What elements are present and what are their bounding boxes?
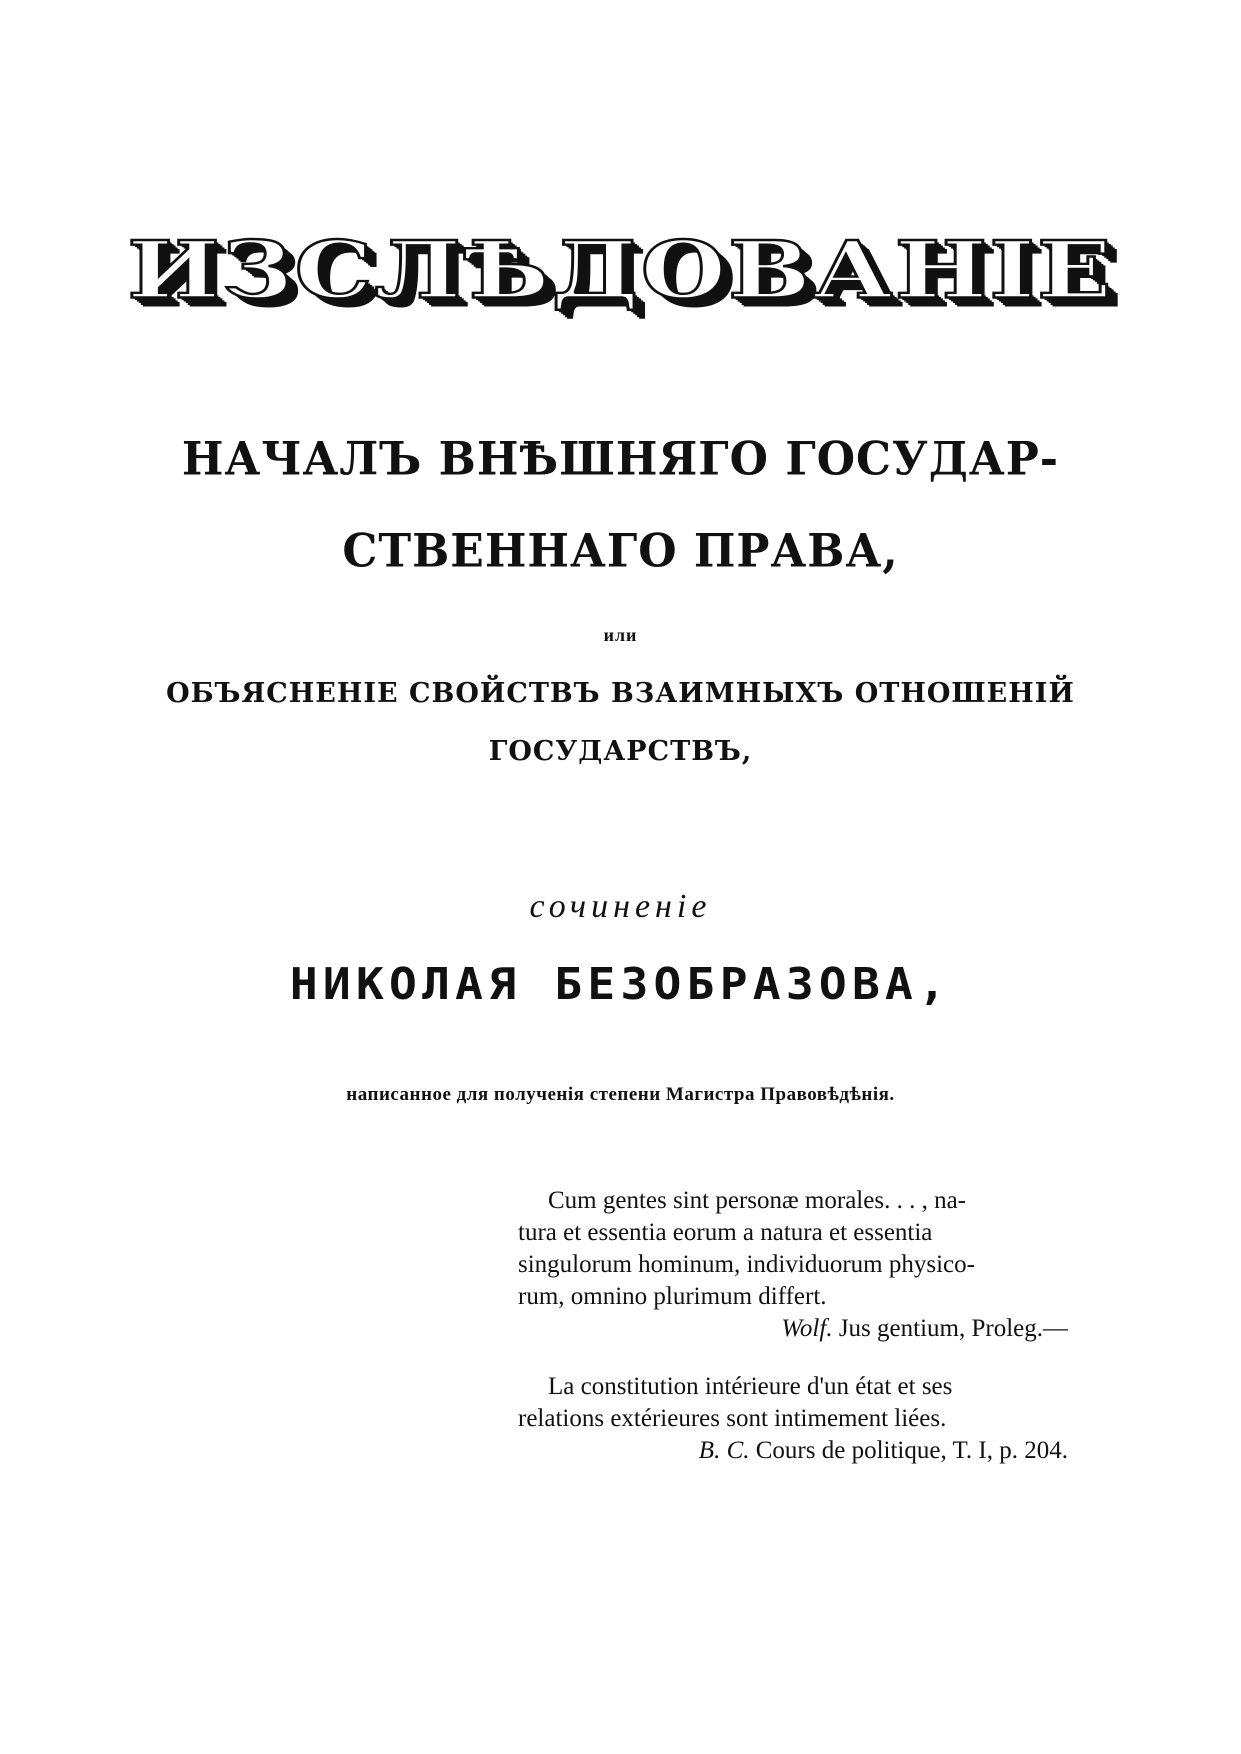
- epigraph-citation: [518, 1435, 1068, 1467]
- epigraph-line: singulorum hominum, individuorum physico-: [518, 1251, 975, 1278]
- explanation-line-2: ГОСУДАРСТВЪ,: [488, 736, 753, 767]
- epigraph-line: Cum gentes sint personæ morales. . . , na-: [548, 1187, 966, 1214]
- subtitle-line-2: СТВЕННАГО ПРАВА,: [342, 524, 899, 579]
- subtitle-line-1: НАЧАЛЪ ВНѢШНЯГО ГОСУДАР-: [181, 432, 1060, 487]
- degree-purpose: написанное для полученія степени Магистра Правовѣдѣнія.: [346, 1084, 895, 1105]
- epigraph-line: relations extérieures sont intimement liées.: [518, 1405, 947, 1432]
- epigraph-wolf: [518, 1185, 1068, 1345]
- citation-author: B. C.: [698, 1437, 750, 1464]
- citation-author: Wolf.: [781, 1315, 833, 1342]
- or-conjunction: или: [603, 625, 638, 645]
- author-name: НИКОЛАЯ БЕЗОБРАЗОВА,: [289, 959, 952, 1010]
- epigraph-line: rum, omnino plurimum differt.: [518, 1283, 827, 1310]
- citation-source: Jus gentium, Proleg.—: [838, 1315, 1068, 1342]
- headline-block: [0, 224, 1241, 330]
- explanation-line-1: ОБЪЯСНЕНІЕ СВОЙСТВЪ ВЗАИМНЫХЪ ОТНОШЕНІЙ: [166, 678, 1075, 709]
- citation-source: Cours de politique, T. I, p. 204.: [755, 1437, 1068, 1464]
- epigraph-line: tura et essentia eorum a natura et essentia: [518, 1219, 933, 1246]
- epigraph-citation: [518, 1313, 1068, 1345]
- main-title: ИЗСЛѢДОВАНІЕ: [127, 224, 1114, 317]
- epigraph-line: La constitution intérieure d'un état et ses: [548, 1373, 953, 1400]
- epigraph-bc: [518, 1371, 1068, 1467]
- composition-label: сочиненіе: [529, 888, 712, 925]
